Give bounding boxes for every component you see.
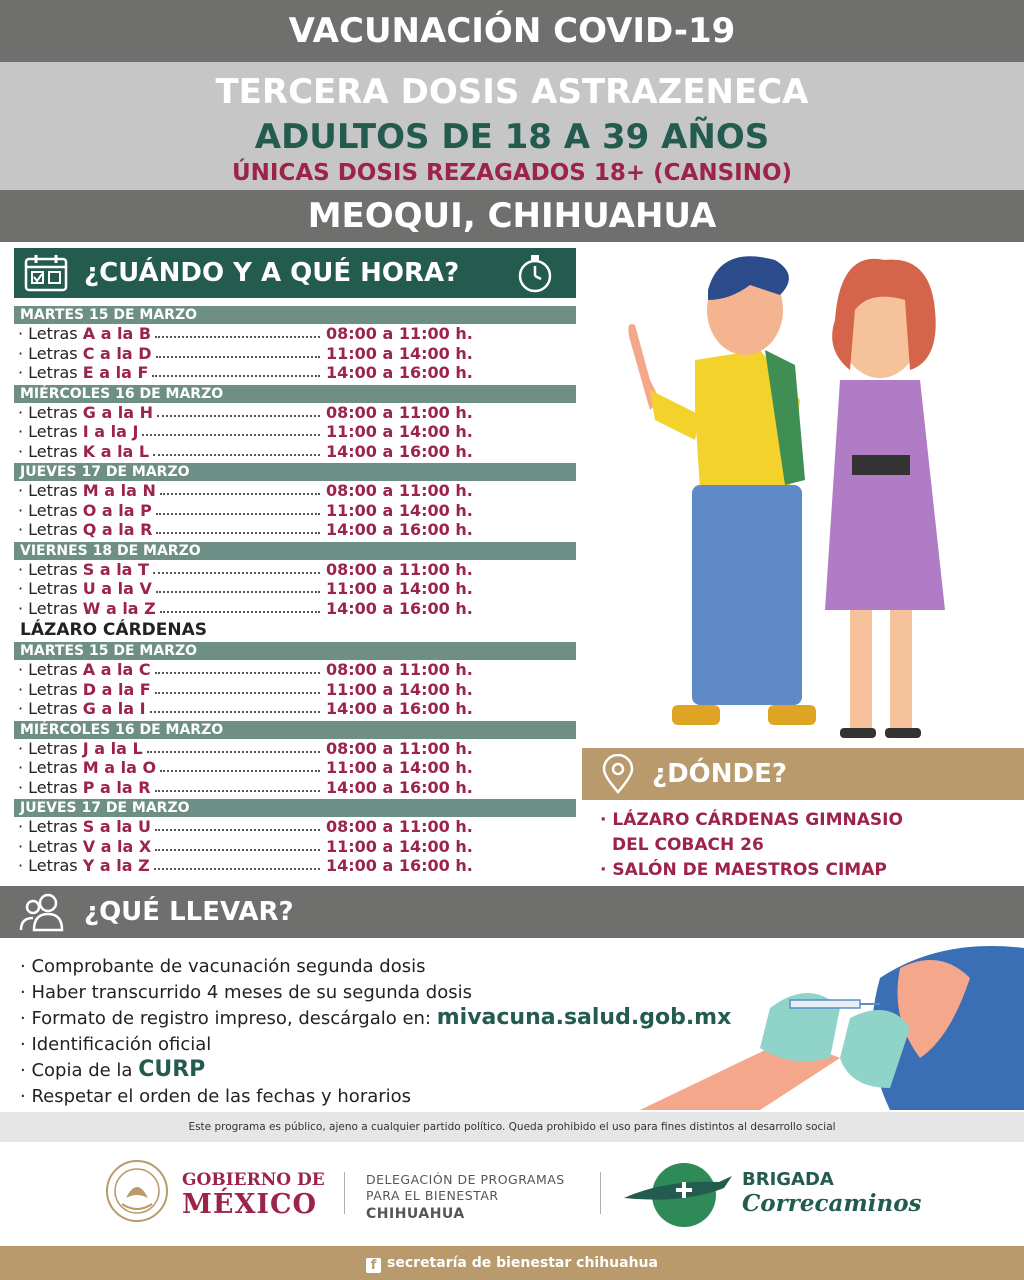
letters-range: [18, 324, 151, 344]
letters-range: [18, 442, 149, 462]
stopwatch-icon: [514, 252, 556, 294]
letters-value: U a la V: [82, 579, 152, 598]
cansino-note: ÚNICAS DOSIS REZAGADOS 18+ (CANSINO): [231, 160, 793, 186]
schedule-row: [14, 856, 576, 876]
take-item: [20, 1005, 820, 1032]
letters-prefix: · Letras: [18, 500, 83, 520]
delegacion-line2: PARA EL BIENESTAR: [366, 1188, 499, 1203]
letters-prefix: · Letras: [18, 363, 83, 382]
day-header: MARTES 15 DE MARZO: [14, 306, 576, 324]
letters-range: [18, 837, 151, 857]
take-item: · Respetar el orden de las fechas y horarios: [20, 1085, 412, 1107]
where-item: · SALÓN DE MAESTROS CIMAP: [600, 860, 887, 880]
schedule-row: [14, 680, 576, 700]
letters-range: [18, 660, 151, 680]
dot-leader: [155, 672, 320, 674]
schedule-row: [14, 520, 576, 540]
location-pin-icon: [600, 754, 636, 794]
where-item: DEL COBACH 26: [612, 835, 764, 855]
sublocation-title: LÁZARO CÁRDENAS: [20, 620, 208, 640]
letters-range: [18, 344, 152, 364]
time-range: 11:00 a 14:00 h.: [326, 343, 473, 363]
time-range: 14:00 a 16:00 h.: [326, 363, 473, 382]
letters-prefix: · Letras: [18, 598, 83, 618]
letters-prefix: · Letras: [18, 777, 83, 797]
subtitle-block: [0, 62, 1024, 190]
dot-leader: [155, 336, 320, 338]
day-header: MARTES 15 DE MARZO: [14, 642, 576, 660]
letters-value: M a la O: [82, 758, 157, 777]
letters-value: A a la C: [82, 660, 151, 679]
dot-leader: [160, 611, 320, 613]
take-item-text: · Formato de registro impreso, descárgalo en:: [20, 1008, 437, 1029]
couple-illustration: [600, 240, 960, 750]
day-header: JUEVES 17 DE MARZO: [14, 799, 576, 817]
curp-highlight: CURP: [138, 1057, 206, 1082]
dot-leader: [150, 711, 320, 713]
time-range: 14:00 a 16:00 h.: [326, 441, 473, 461]
letters-value: Y a la Z: [82, 856, 150, 875]
time-range: 11:00 a 14:00 h.: [326, 579, 473, 598]
take-item: · Identificación oficial: [20, 1033, 212, 1055]
time-range: 14:00 a 16:00 h.: [326, 856, 473, 875]
letters-prefix: · Letras: [18, 520, 83, 539]
letters-value: G a la I: [82, 699, 146, 718]
letters-value: D a la F: [82, 679, 151, 699]
schedule-row: [14, 344, 576, 364]
facebook-icon: f: [366, 1258, 381, 1273]
letters-prefix: · Letras: [18, 343, 83, 363]
gobierno-line2: MÉXICO: [182, 1189, 318, 1220]
schedule-row: [14, 599, 576, 619]
letters-prefix: · Letras: [18, 817, 83, 836]
time-range: 14:00 a 16:00 h.: [326, 699, 473, 718]
letters-range: [18, 579, 152, 599]
letters-range: [18, 856, 150, 876]
logo-bar: [0, 1142, 1024, 1246]
take-item: · Haber transcurrido 4 meses de su segunda dosis: [20, 981, 472, 1003]
day-header: MIÉRCOLES 16 DE MARZO: [14, 385, 576, 403]
dot-leader: [156, 513, 320, 515]
letters-value: S a la U: [82, 817, 152, 836]
time-range: 14:00 a 16:00 h.: [326, 520, 473, 539]
time-range: 11:00 a 14:00 h.: [326, 758, 473, 777]
schedule-row: [14, 699, 576, 719]
dot-leader: [155, 790, 320, 792]
gobierno-line1: GOBIERNO DE: [182, 1170, 325, 1190]
dot-leader: [155, 829, 320, 831]
delegacion-line1: DELEGACIÓN DE PROGRAMAS: [366, 1172, 565, 1187]
national-seal-icon: [104, 1158, 170, 1224]
schedule-row: [14, 403, 576, 423]
gobierno-logo: [182, 1170, 325, 1220]
time-range: 11:00 a 14:00 h.: [326, 679, 473, 699]
day-header: JUEVES 17 DE MARZO: [14, 463, 576, 481]
take-title: ¿QUÉ LLEVAR?: [84, 897, 294, 927]
letters-range: [18, 680, 151, 700]
schedule-row: [14, 579, 576, 599]
schedule-row: [14, 837, 576, 857]
dot-leader: [160, 493, 320, 495]
time-range: 11:00 a 14:00 h.: [326, 836, 473, 856]
schedule-row: [14, 324, 576, 344]
day-header: VIERNES 18 DE MARZO: [14, 542, 576, 560]
letters-prefix: · Letras: [18, 402, 83, 422]
letters-value: I a la J: [82, 422, 139, 441]
letters-value: S a la T: [82, 559, 149, 579]
letters-value: J a la L: [82, 738, 143, 758]
where-item: · LÁZARO CÁRDENAS GIMNASIO: [600, 810, 903, 830]
dot-leader: [155, 692, 320, 694]
letters-range: [18, 422, 138, 442]
time-range: 08:00 a 11:00 h.: [326, 738, 473, 758]
time-range: 11:00 a 14:00 h.: [326, 422, 473, 441]
letters-value: W a la Z: [82, 598, 156, 618]
letters-range: [18, 739, 143, 759]
brigada-line2: Correcaminos: [742, 1190, 922, 1217]
take-item: · Comprobante de vacunación segunda dosis: [20, 956, 426, 977]
letters-value: A a la B: [82, 324, 152, 343]
dot-leader: [156, 532, 320, 534]
letters-range: [18, 403, 153, 423]
time-range: 08:00 a 11:00 h.: [326, 817, 473, 836]
letters-prefix: · Letras: [18, 660, 83, 679]
dot-leader: [154, 868, 320, 870]
dot-leader: [160, 770, 320, 772]
letters-range: [18, 481, 156, 501]
letters-prefix: · Letras: [18, 441, 83, 461]
dot-leader: [156, 591, 320, 593]
take-header: [0, 886, 1024, 938]
schedule-row: [14, 660, 576, 680]
age-title: ADULTOS DE 18 A 39 AÑOS: [254, 117, 770, 157]
letters-value: Q a la R: [82, 520, 153, 539]
letters-range: [18, 363, 148, 383]
letters-range: [18, 599, 156, 619]
letters-value: K a la L: [82, 441, 150, 461]
time-range: 08:00 a 11:00 h.: [326, 402, 473, 422]
letters-prefix: · Letras: [18, 579, 83, 598]
letters-value: G a la H: [82, 402, 154, 422]
letters-prefix: · Letras: [18, 559, 83, 579]
calendar-icon: [24, 254, 68, 292]
letters-range: [18, 520, 152, 540]
disclaimer: Este programa es público, ajeno a cualquier partido político. Queda prohibido el uso para fines distintos al desarrollo social: [0, 1112, 1024, 1142]
letters-prefix: · Letras: [18, 738, 83, 758]
letters-value: P a la R: [82, 777, 151, 797]
time-range: 14:00 a 16:00 h.: [326, 598, 473, 618]
letters-prefix: · Letras: [18, 856, 83, 875]
letters-range: [18, 560, 149, 580]
letters-value: O a la P: [82, 500, 152, 520]
dot-leader: [157, 415, 320, 417]
main-title: VACUNACIÓN COVID-19: [0, 0, 1024, 62]
dot-leader: [147, 751, 320, 753]
time-range: 14:00 a 16:00 h.: [326, 777, 473, 797]
time-range: 08:00 a 11:00 h.: [326, 559, 473, 579]
dose-title: TERCERA DOSIS ASTRAZENECA: [215, 72, 809, 112]
when-header: [14, 248, 576, 298]
letters-value: E a la F: [82, 363, 149, 382]
schedule-row: [14, 363, 576, 383]
letters-range: [18, 817, 151, 837]
dot-leader: [152, 375, 320, 377]
where-list: [600, 808, 1020, 883]
where-title: ¿DÓNDE?: [652, 759, 787, 789]
delegacion-logo: [366, 1172, 565, 1224]
dot-leader: [142, 434, 320, 436]
brigada-logo-text: [742, 1170, 922, 1218]
letters-prefix: · Letras: [18, 836, 83, 856]
letters-range: [18, 778, 151, 798]
dot-leader: [153, 454, 320, 456]
people-icon: [18, 892, 68, 932]
take-list: [20, 954, 820, 1109]
take-item-text: · Copia de la: [20, 1060, 139, 1081]
footer: [0, 1246, 1024, 1280]
when-title: ¿CUÁNDO Y A QUÉ HORA?: [84, 258, 460, 288]
schedule-list: [14, 304, 576, 876]
schedule-row: [14, 481, 576, 501]
roadrunner-logo-icon: [624, 1160, 734, 1230]
letters-range: [18, 758, 156, 778]
logo-divider: [344, 1172, 345, 1214]
letters-value: C a la D: [82, 343, 152, 363]
schedule-row: [14, 422, 576, 442]
schedule-row: [14, 739, 576, 759]
schedule-row: [14, 817, 576, 837]
day-header: MIÉRCOLES 16 DE MARZO: [14, 721, 576, 739]
letters-value: M a la N: [82, 481, 156, 500]
take-item: [20, 1057, 820, 1084]
schedule-row: [14, 560, 576, 580]
time-range: 08:00 a 11:00 h.: [326, 660, 473, 679]
footer-text[interactable]: secretaría de bienestar chihuahua: [387, 1255, 658, 1271]
brigada-line1: BRIGADA: [742, 1169, 834, 1190]
letters-prefix: · Letras: [18, 699, 83, 718]
dot-leader: [153, 572, 320, 574]
where-header: [582, 748, 1024, 800]
time-range: 08:00 a 11:00 h.: [326, 481, 473, 500]
schedule-row: [14, 442, 576, 462]
dot-leader: [156, 356, 320, 358]
dot-leader: [155, 849, 320, 851]
schedule-row: [14, 501, 576, 521]
delegacion-line3: CHIHUAHUA: [366, 1206, 465, 1222]
location-title: MEOQUI, CHIHUAHUA: [0, 190, 1024, 242]
letters-prefix: · Letras: [18, 481, 83, 500]
letters-range: [18, 501, 152, 521]
time-range: 11:00 a 14:00 h.: [326, 500, 473, 520]
letters-prefix: · Letras: [18, 324, 83, 343]
letters-value: V a la X: [82, 836, 152, 856]
registration-link[interactable]: mivacuna.salud.gob.mx: [436, 1005, 732, 1030]
letters-prefix: · Letras: [18, 422, 83, 441]
letters-prefix: · Letras: [18, 758, 83, 777]
letters-range: [18, 699, 146, 719]
letters-prefix: · Letras: [18, 679, 83, 699]
logo-divider: [600, 1172, 601, 1214]
time-range: 08:00 a 11:00 h.: [326, 324, 473, 343]
schedule-row: [14, 758, 576, 778]
schedule-row: [14, 778, 576, 798]
